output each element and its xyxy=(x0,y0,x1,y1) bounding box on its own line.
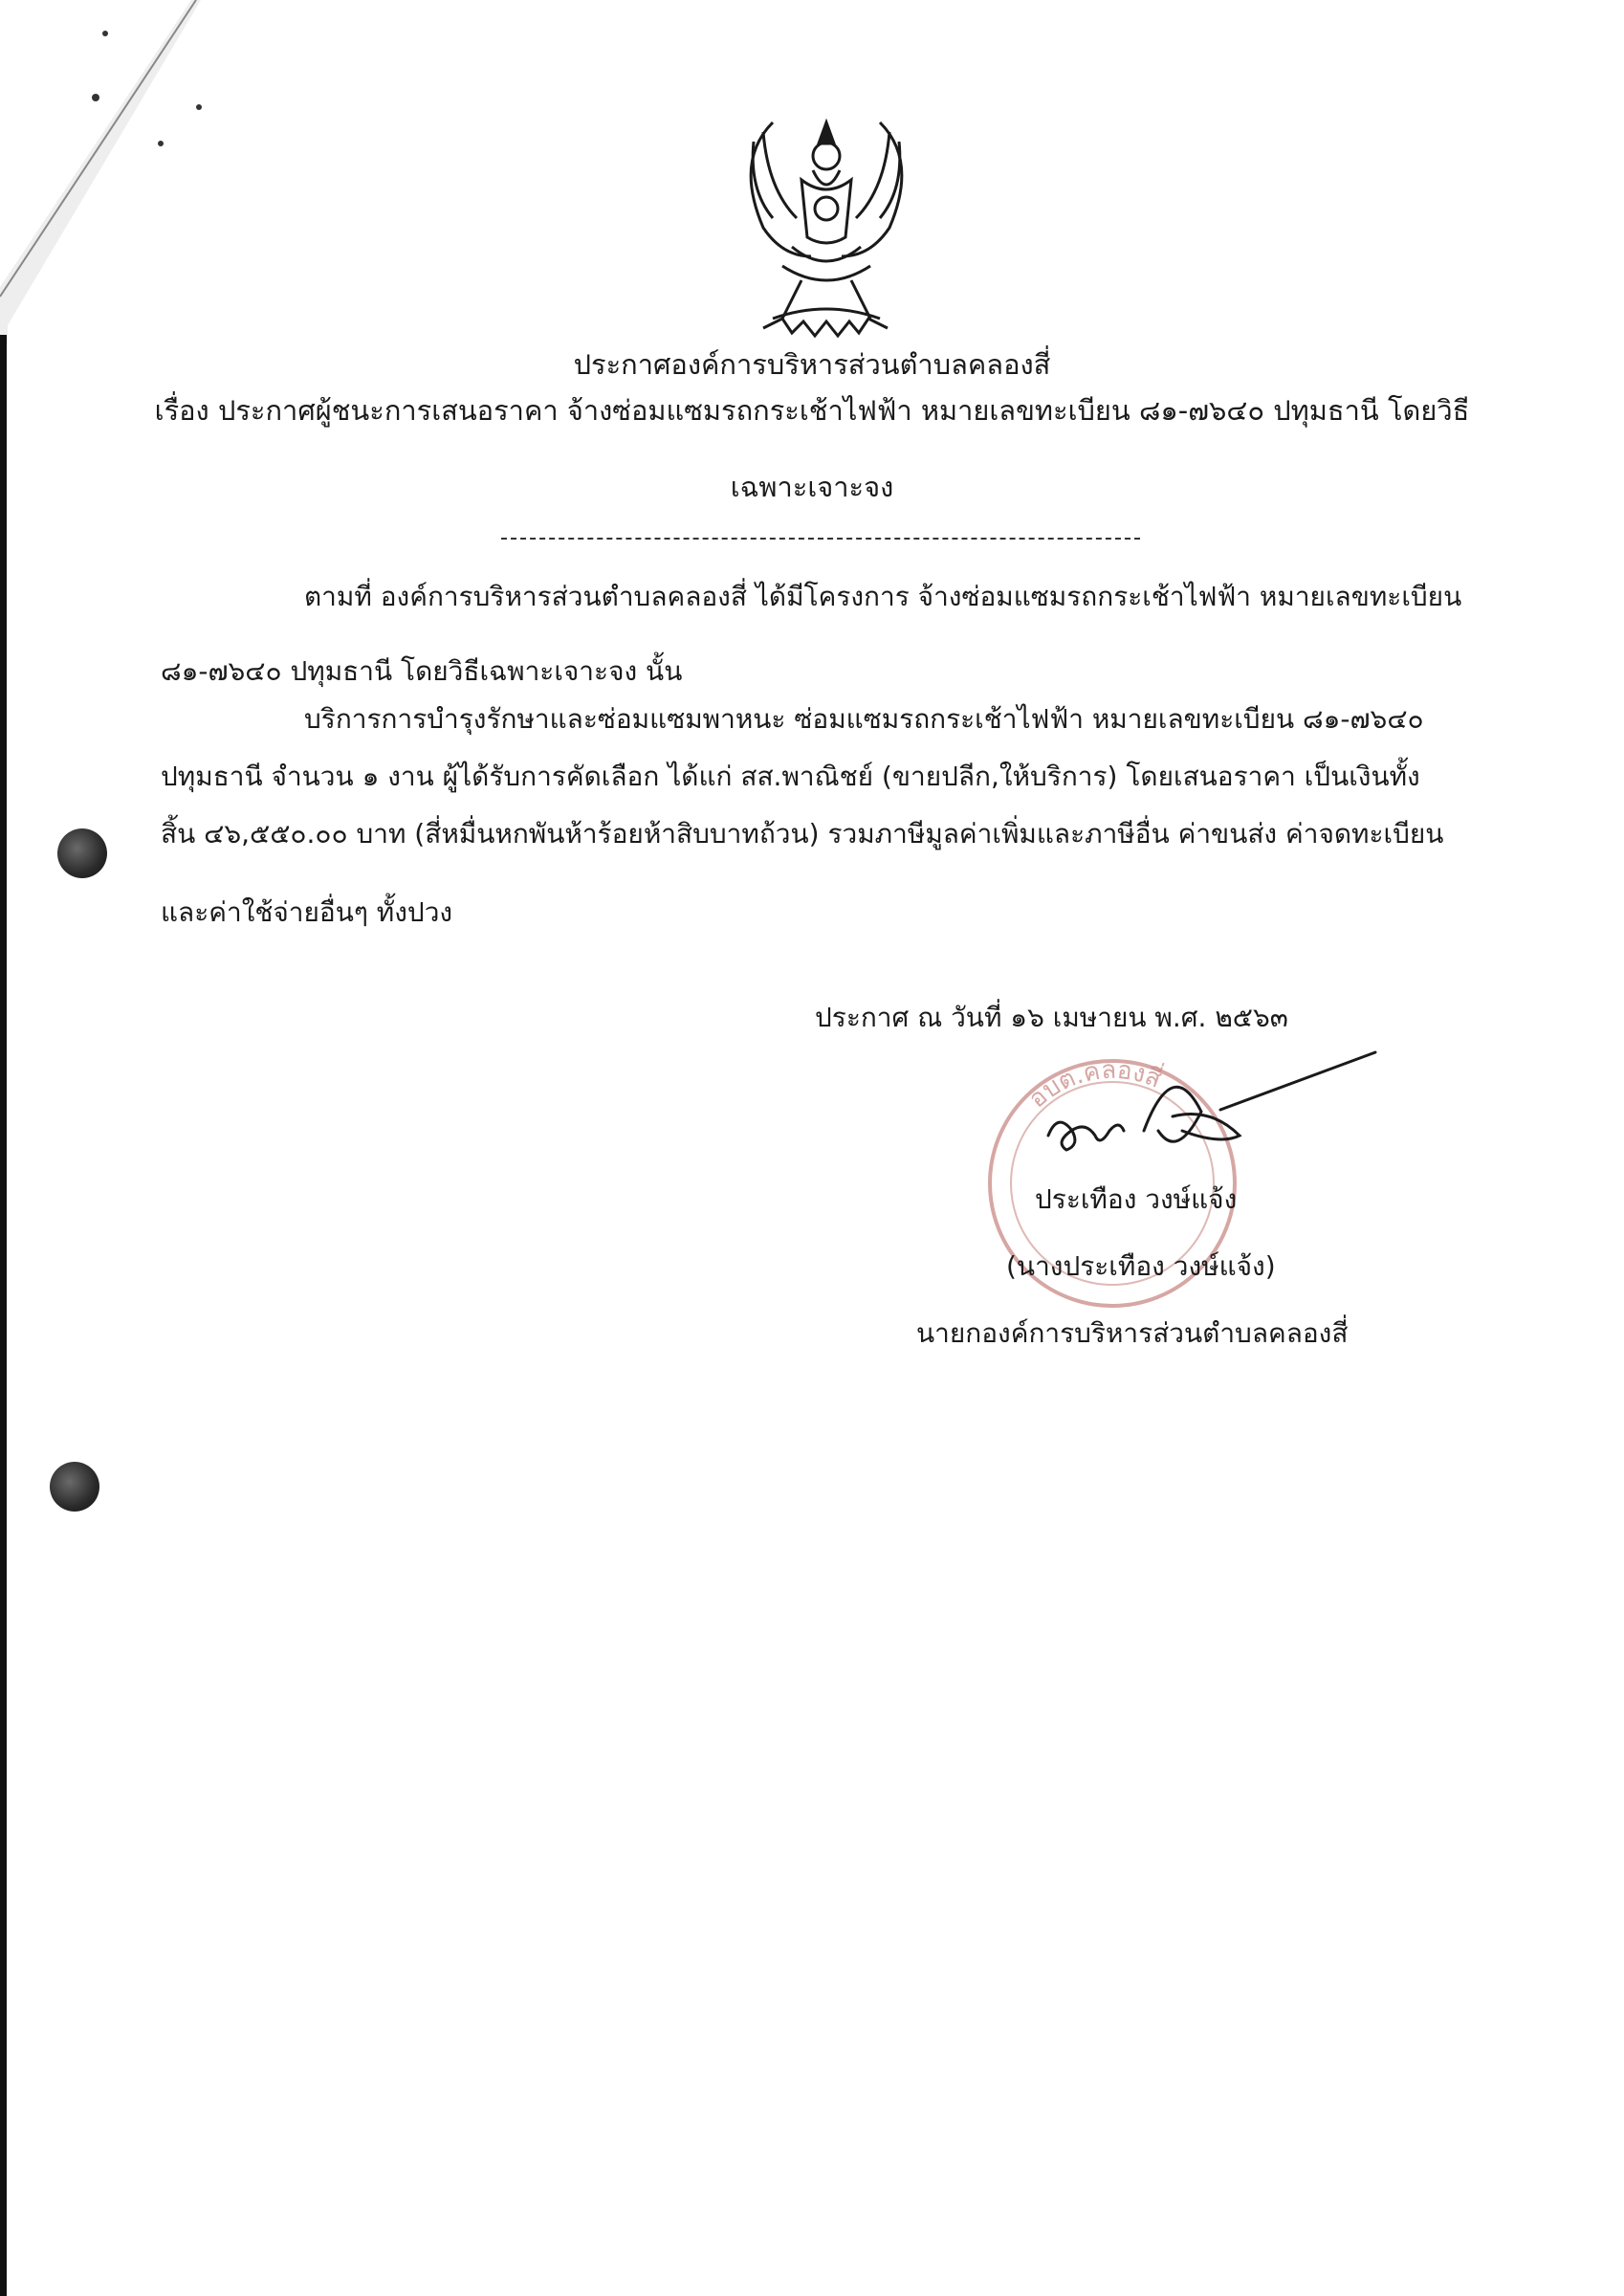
announcement-date: ประกาศ ณ วันที่ ๑๖ เมษายน พ.ศ. ๒๕๖๓ xyxy=(815,1002,1288,1033)
svg-text:อบต.คลองสี่: อบต.คลองสี่ xyxy=(1022,1055,1166,1115)
signer-fullname: (นางประเทือง วงษ์แจ้ง) xyxy=(1006,1250,1276,1282)
dashed-divider xyxy=(501,538,1140,540)
subject-line: เรื่อง ประกาศผู้ชนะการเสนอราคา จ้างซ่อมแซมรถกระเช้าไฟฟ้า หมายเลขทะเบียน ๘๑-๗๖๔๐ ปทุมธานี โดยวิธี xyxy=(154,394,1470,427)
body-line: สิ้น ๔๖,๕๕๐.๐๐ บาท (สี่หมื่นหกพันห้าร้อยห้าสิบบาทถ้วน) รวมภาษีมูลค่าเพิ่มและภาษีอื่น ค่าขนส่ง ค่าจดทะเบียน xyxy=(161,818,1444,850)
body-line: และค่าใช้จ่ายอื่นๆ ทั้งปวง xyxy=(161,896,453,928)
signer-name: ประเทือง วงษ์แจ้ง xyxy=(1035,1183,1238,1215)
punch-hole xyxy=(50,1462,99,1512)
body-line: ปทุมธานี จำนวน ๑ งาน ผู้ได้รับการคัดเลือก ได้แก่ สส.พาณิชย์ (ขายปลีก,ให้บริการ) โดยเสนอราคา เป็นเงินทั้ง xyxy=(161,761,1420,792)
signer-title: นายกองค์การบริหารส่วนตำบลคลองสี่ xyxy=(916,1317,1349,1349)
scan-fold-mark xyxy=(0,0,206,344)
punch-hole xyxy=(57,828,107,878)
scan-edge xyxy=(0,335,7,2296)
body-line: บริการการบำรุงรักษาและซ่อมแซมพาหนะ ซ่อมแซมรถกระเช้าไฟฟ้า หมายเลขทะเบียน ๘๑-๗๖๔๐ xyxy=(304,703,1424,735)
announcement-heading: ประกาศองค์การบริหารส่วนตำบลคลองสี่ xyxy=(573,348,1051,381)
subject-line-continued: เฉพาะเจาะจง xyxy=(730,471,894,503)
body-line: ตามที่ องค์การบริหารส่วนตำบลคลองสี่ ได้มีโครงการ จ้างซ่อมแซมรถกระเช้าไฟฟ้า หมายเลขทะเบียน xyxy=(304,581,1462,612)
body-line: ๘๑-๗๖๔๐ ปทุมธานี โดยวิธีเฉพาะเจาะจง นั้น xyxy=(161,655,683,687)
handwritten-signature xyxy=(1039,1045,1383,1179)
garuda-emblem-icon xyxy=(715,103,937,342)
